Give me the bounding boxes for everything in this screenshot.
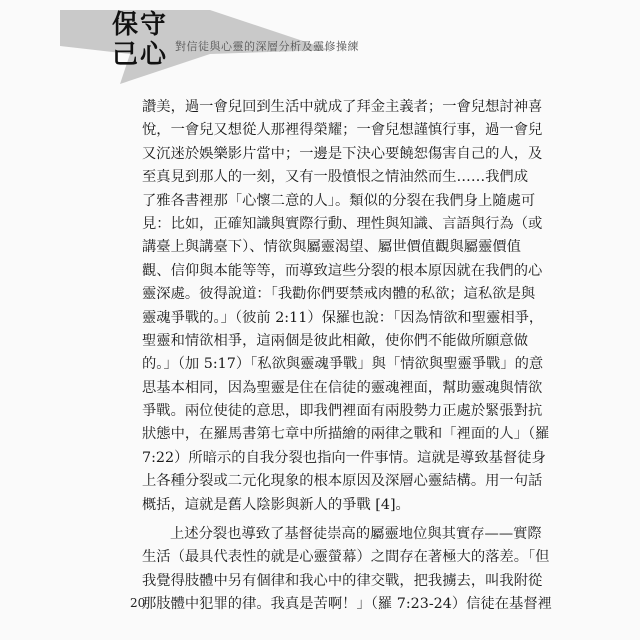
running-header-subtitle: 對信徒與心靈的深層分析及靈修操練 xyxy=(175,40,359,53)
text-line: 見：比如，正確知識與實際行動、理性與知識、言語與行為（或 xyxy=(142,215,543,232)
series-title-line1: 保守 xyxy=(112,10,169,40)
text-line: 那肢體中犯罪的律。我真是苦啊！」（羅 7:23-24）信徒在基督裡 xyxy=(142,596,552,613)
series-title-line2: 己心 xyxy=(112,40,169,70)
text-line: 上述分裂也導致了基督徒崇高的屬靈地位與其實存——實際 xyxy=(170,526,542,543)
text-line: 概括，這就是舊人陰影與新人的爭戰 [4]。 xyxy=(142,496,410,513)
text-line: 思基本相同，因為聖靈是住在信徒的靈魂裡面，幫助靈魂與情欲 xyxy=(142,379,543,396)
text-line: 觀、信仰與本能等等，而導致這些分裂的根本原因就在我們的心 xyxy=(142,262,543,279)
text-line: 狀態中，在羅馬書第七章中所描繪的兩律之戰和「裡面的人」（羅 xyxy=(142,426,550,443)
text-line: 靈深處。彼得說道：「我勸你們要禁戒肉體的私欲；這私欲是與 xyxy=(142,286,536,303)
paragraph-2 xyxy=(142,523,552,617)
text-line: 上各種分裂或二元化現象的根本原因及深層心靈結構。用一句話 xyxy=(142,473,543,490)
text-line: 至真見到那人的一刻，又有一股憤恨之情油然而生……我們成 xyxy=(142,169,529,186)
text-line: 爭戰。兩位使徒的意思，即我們裡面有兩股勢力正處於緊張對抗 xyxy=(142,403,543,420)
text-line: 生活（最具代表性的就是心靈螢幕）之間存在著極大的落差。「但 xyxy=(142,549,550,566)
text-line: 讚美，過一會兒回到生活中就成了拜金主義者；一會兒想討神喜 xyxy=(142,99,543,115)
text-line: 聖靈和情欲相爭，這兩個是彼此相敵，使你們不能做所願意做 xyxy=(142,332,529,349)
text-line: 又沉迷於娛樂影片當中；一邊是下決心要饒恕傷害自己的人，及 xyxy=(142,145,543,162)
page-number: 20 xyxy=(130,596,146,610)
text-line: 講臺上與講臺下）、情欲與屬靈渴望、屬世價值觀與屬靈價值 xyxy=(142,239,521,256)
text-line: 我覺得肢體中另有個律和我心中的律交戰，把我擄去，叫我附從 xyxy=(142,572,543,589)
series-title xyxy=(112,10,172,70)
text-line: 了雅各書裡那「心懷二意的人」。類似的分裂在我們身上隨處可 xyxy=(142,192,536,209)
text-line: 7:22）所暗示的自我分裂也指向一件事情。這就是導致基督徒身 xyxy=(142,449,546,466)
text-line: 悅，一會兒又想從人那裡得榮耀；一會兒想謹慎行事，過一會兒 xyxy=(142,122,543,139)
body-text xyxy=(142,96,552,623)
text-line: 的。」（加 5:17）「私欲與靈魂爭戰」與「情欲與聖靈爭戰」的意 xyxy=(142,356,544,373)
text-line: 靈魂爭戰的。」（彼前 2:11）保羅也說：「因為情欲和聖靈相爭， xyxy=(142,309,544,326)
paragraph-1 xyxy=(142,96,550,517)
